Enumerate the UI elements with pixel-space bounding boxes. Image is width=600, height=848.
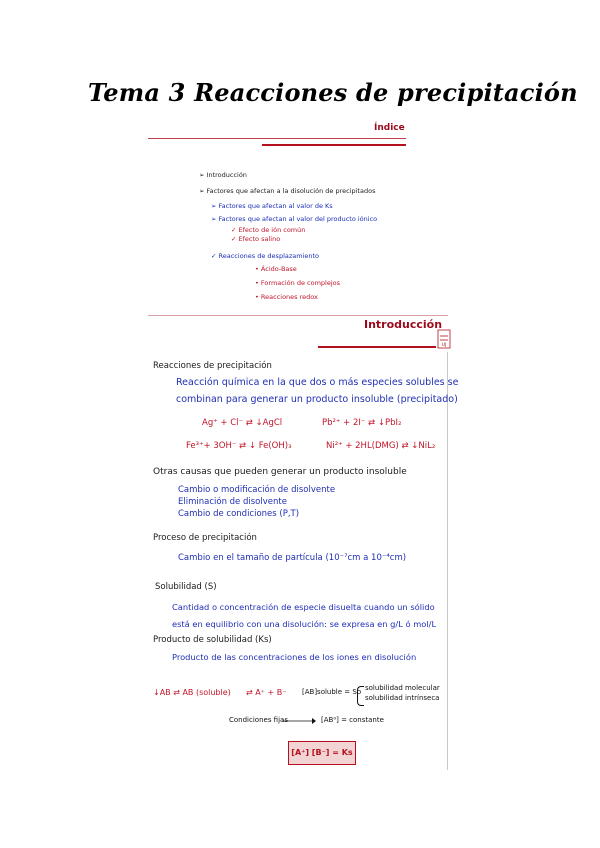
indice-top-rule [148, 138, 406, 139]
indice-item: ✓ Efecto salino [231, 235, 281, 243]
equation-main-c: [AB]soluble = So [302, 688, 362, 696]
indice-heading: Índice [374, 123, 405, 133]
list-item: Cambio de condiciones (P,T) [178, 509, 300, 519]
section-title: Producto de solubilidad (Ks) [153, 635, 272, 645]
condition-label: Condiciones fijas [229, 716, 288, 724]
arrow-right-icon [281, 717, 317, 725]
equation-main-a: ↓AB ⇄ AB (soluble) [153, 688, 231, 697]
indice-item: • Formación de complejos [255, 279, 340, 287]
definition-text: está en equilibrio con una disolución: se expresa en g/L ó mol/L [172, 619, 437, 629]
equation: Ag⁺ + Cl⁻ ⇄ ↓AgCl [202, 418, 283, 428]
brace-label: solubilidad intrínseca [365, 694, 440, 702]
page-title: Tema 3 Reacciones de precipitación [88, 78, 578, 107]
university-logo-icon [437, 329, 451, 349]
definition-text: Reacción química en la que dos o más especies solubles se [176, 377, 459, 388]
intro-heading: Introducción [364, 318, 443, 331]
definition-text: Producto de las concentraciones de los iones en disolución [172, 652, 417, 662]
brace-label: solubilidad molecular [365, 684, 440, 692]
indice-item: ➢ Factores que afectan a la disolución de precipitados [199, 187, 376, 195]
indice-item: ✓ Efecto de ión común [231, 226, 306, 234]
svg-text:UJ: UJ [441, 343, 447, 348]
indice-item: ➢ Introducción [199, 171, 247, 179]
equation: Pb²⁺ + 2I⁻ ⇄ ↓PbI₂ [322, 418, 402, 428]
equation: Fe³⁺+ 3OH⁻ ⇄ ↓ Fe(OH)₃ [186, 441, 292, 451]
section-title: Reacciones de precipitación [153, 361, 272, 371]
equation: Ni²⁺ + 2HL(DMG) ⇄ ↓NiL₂ [326, 441, 436, 451]
list-item: Cambio o modificación de disolvente [178, 485, 336, 495]
indice-item: ✓ Reacciones de desplazamiento [211, 252, 320, 260]
intro-red-rule [318, 346, 436, 348]
section-title: Solubilidad (S) [155, 582, 217, 592]
definition-text: combinan para generar un producto insoluble (precipitado) [176, 394, 458, 405]
indice-item: ➢ Factores que afectan al valor de Ks [211, 202, 333, 210]
brace [357, 686, 364, 706]
indice-item: • Reacciones redox [255, 293, 318, 301]
list-item: Eliminación de disolvente [178, 497, 287, 507]
ks-expression: [A⁺] [B⁻] = Ks [288, 741, 356, 765]
indice-red-rule [262, 144, 406, 146]
indice-item: • Ácido-Base [255, 265, 297, 273]
indice-item: ➢ Factores que afectan al valor del producto iónico [211, 215, 378, 223]
section-title: Otras causas que pueden generar un producto insoluble [153, 467, 407, 477]
definition-text: Cambio en el tamaño de partícula (10⁻⁷cm a 10⁻⁴cm) [178, 553, 407, 563]
condition-result: [AB⁰] = constante [321, 716, 384, 724]
slide-border [447, 352, 448, 770]
equation-main-b: ⇄ A⁺ + B⁻ [246, 688, 287, 697]
definition-text: Cantidad o concentración de especie disuelta cuando un sólido [172, 602, 435, 612]
section-title: Proceso de precipitación [153, 533, 257, 543]
intro-top-rule [148, 315, 448, 316]
